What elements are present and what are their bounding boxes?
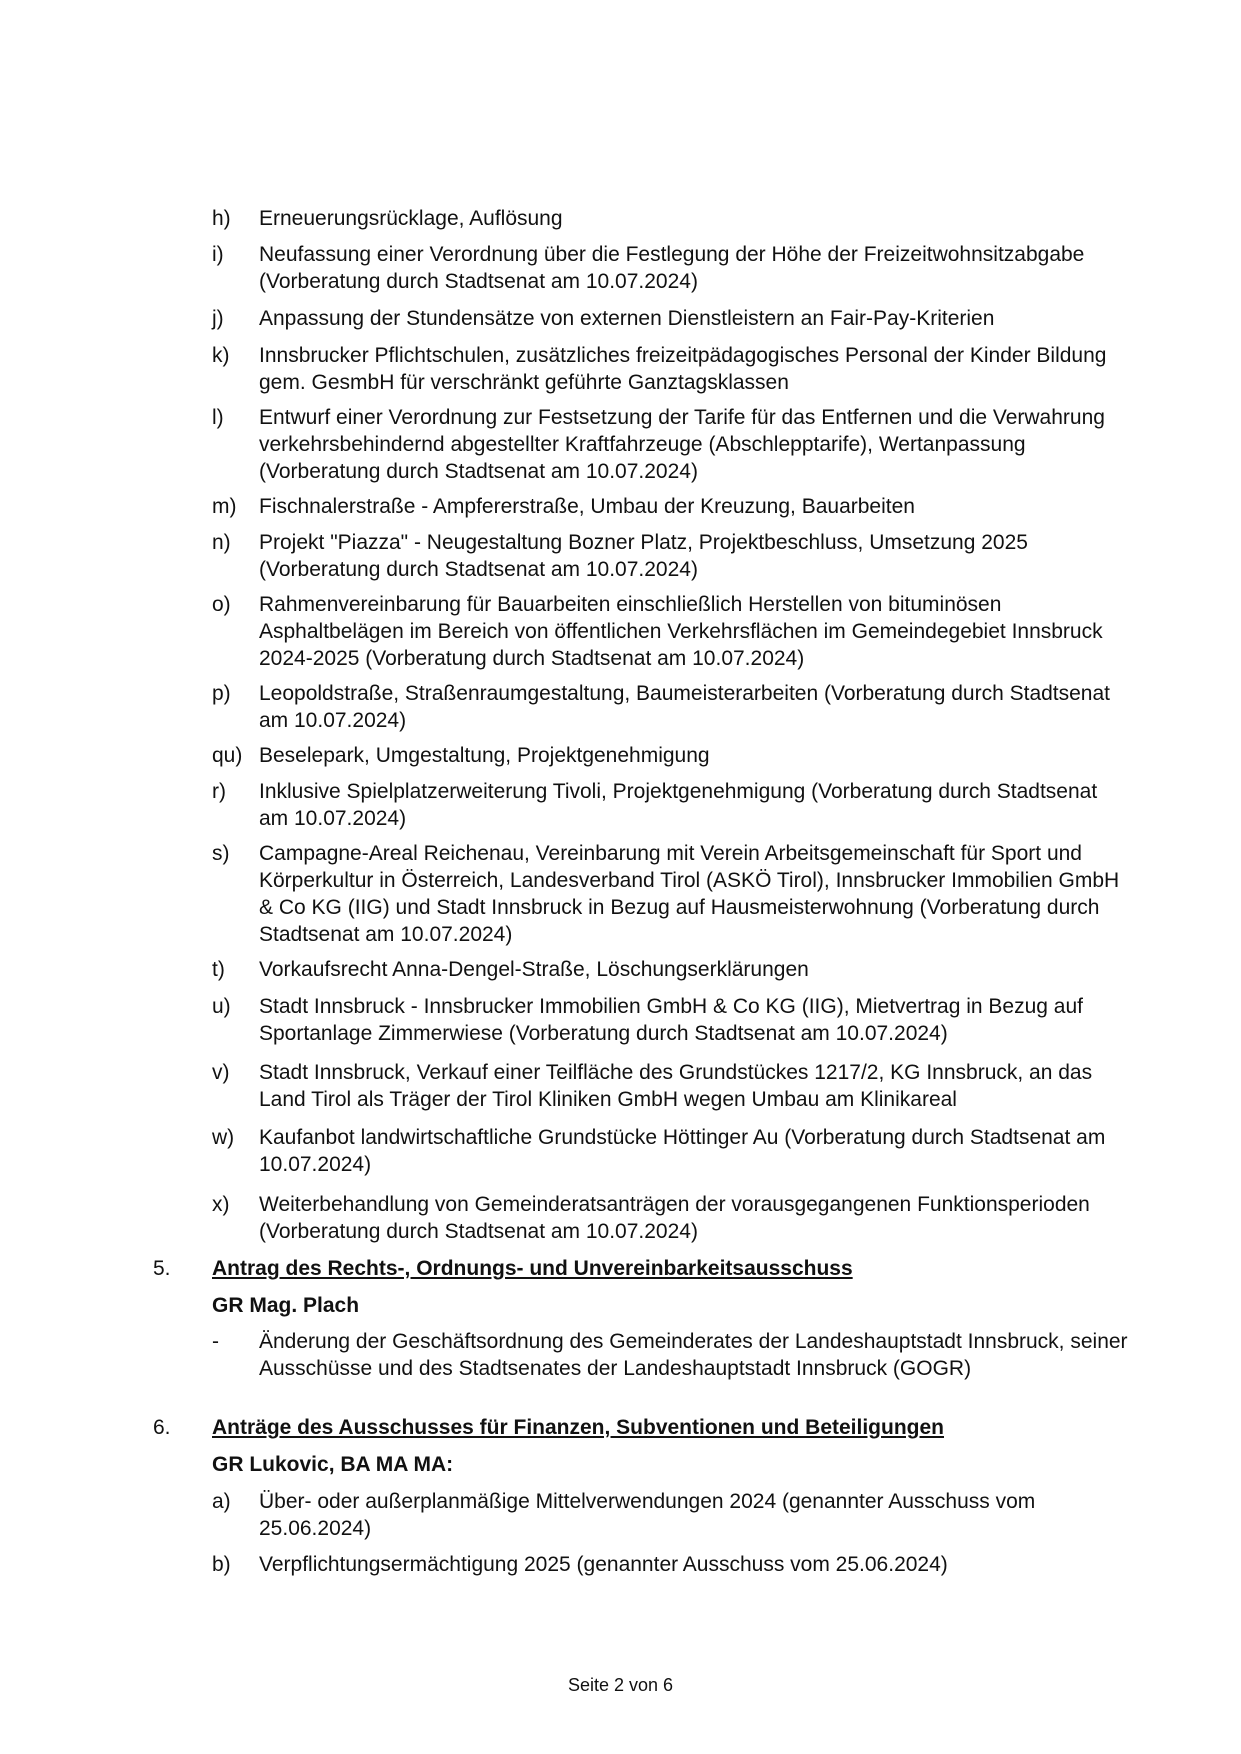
item-label: j) [212, 307, 224, 330]
item-label: h) [212, 207, 231, 230]
item-text: Über- oder außerplanmäßige Mittelverwendungen 2024 (genannter Ausschuss vom 25.06.2024) [259, 1490, 1036, 1540]
item-label: w) [212, 1126, 235, 1149]
list-item [212, 493, 1132, 520]
item-label: u) [212, 995, 231, 1018]
section-heading [153, 1414, 1153, 1441]
item-label: s) [212, 842, 230, 865]
item-text: Verpflichtungsermächtigung 2025 (genannter Ausschuss vom 25.06.2024) [259, 1553, 948, 1576]
list-item [212, 1059, 1132, 1113]
item-label: l) [212, 406, 224, 429]
item-text: Projekt "Piazza" - Neugestaltung Bozner Platz, Projektbeschluss, Umsetzung 2025 (Vorberatung durch Stadtsenat am 10.07.2024) [259, 531, 1028, 581]
item-label: i) [212, 243, 224, 266]
list-item [212, 241, 1132, 295]
item-text: Vorkaufsrecht Anna-Dengel-Straße, Löschungserklärungen [259, 958, 809, 981]
list-item [212, 778, 1132, 832]
list-item [212, 993, 1132, 1047]
list-item [212, 742, 1132, 769]
list-item [212, 1328, 1132, 1382]
list-item [212, 529, 1132, 583]
list-item [212, 1124, 1132, 1178]
section-title: Anträge des Ausschusses für Finanzen, Subventionen und Beteiligungen [212, 1416, 944, 1439]
item-text: Entwurf einer Verordnung zur Festsetzung der Tarife für das Entfernen und die Verwahrung verkehrsbehindernd abgestellter Kraftfahrzeuge (Abschlepptarife), Wertanpassung (Vorberatung durch Stadtsenat am 10.07.2024) [259, 406, 1105, 483]
item-label: v) [212, 1061, 230, 1084]
list-item [212, 1488, 1132, 1542]
item-label: qu) [212, 744, 243, 767]
item-text: Erneuerungsrücklage, Auflösung [259, 207, 563, 230]
item-label: x) [212, 1193, 230, 1216]
section-number: 6. [153, 1416, 171, 1439]
item-text: Leopoldstraße, Straßenraumgestaltung, Baumeisterarbeiten (Vorberatung durch Stadtsenat am 10.07.2024) [259, 682, 1111, 732]
item-label: m) [212, 495, 237, 518]
item-text: Beselepark, Umgestaltung, Projektgenehmigung [259, 744, 710, 767]
section-speaker: GR Mag. Plach [212, 1294, 360, 1317]
item-text: Weiterbehandlung von Gemeinderatsanträgen der vorausgegangenen Funktionsperioden (Vorberatung durch Stadtsenat am 10.07.2024) [259, 1193, 1090, 1243]
item-label: a) [212, 1490, 231, 1513]
list-item [212, 840, 1132, 948]
section-heading [153, 1255, 1153, 1282]
item-label: - [212, 1330, 219, 1353]
section-number: 5. [153, 1257, 171, 1280]
item-text: Änderung der Geschäftsordnung des Gemeinderates der Landeshauptstadt Innsbruck, seiner Ausschüsse und des Stadtsenates der Landeshauptstadt Innsbruck (GOGR) [259, 1330, 1128, 1380]
item-text: Neufassung einer Verordnung über die Festlegung der Höhe der Freizeitwohnsitzabgabe (Vorberatung durch Stadtsenat am 10.07.2024) [259, 243, 1085, 293]
item-text: Rahmenvereinbarung für Bauarbeiten einschließlich Herstellen von bituminösen Asphaltbelägen im Bereich von öffentlichen Verkehrsflächen im Gemeindegebiet Innsbruck 2024-2025 (Vorberatung durch Stadtsenat am 10.07.2024) [259, 593, 1103, 670]
list-item [212, 956, 1132, 983]
item-label: r) [212, 780, 226, 803]
list-item [212, 342, 1132, 396]
item-text: Fischnalerstraße - Ampfererstraße, Umbau der Kreuzung, Bauarbeiten [259, 495, 915, 518]
list-item [212, 305, 1132, 332]
item-text: Innsbrucker Pflichtschulen, zusätzliches freizeitpädagogisches Personal der Kinder Bildung gem. GesmbH für verschränkt geführte Ganztagsklassen [259, 344, 1107, 394]
item-text: Stadt Innsbruck, Verkauf einer Teilfläche des Grundstückes 1217/2, KG Innsbruck, an das Land Tirol als Träger der Tirol Kliniken GmbH wegen Umbau am Klinikareal [259, 1061, 1093, 1111]
item-text: Inklusive Spielplatzerweiterung Tivoli, Projektgenehmigung (Vorberatung durch Stadtsenat am 10.07.2024) [259, 780, 1098, 830]
item-label: p) [212, 682, 231, 705]
item-label: b) [212, 1553, 231, 1576]
page-number-footer: Seite 2 von 6 [567, 1675, 674, 1695]
item-text: Kaufanbot landwirtschaftliche Grundstücke Höttinger Au (Vorberatung durch Stadtsenat am 10.07.2024) [259, 1126, 1106, 1176]
list-item [212, 1191, 1132, 1245]
section-title: Antrag des Rechts-, Ordnungs- und Unvereinbarkeitsausschuss [212, 1257, 853, 1280]
item-text: Campagne-Areal Reichenau, Vereinbarung mit Verein Arbeitsgemeinschaft für Sport und Körperkultur in Österreich, Landesverband Tirol (ASKÖ Tirol), Innsbrucker Immobilien GmbH & Co KG (IIG) und Stadt Innsbruck in Bezug auf Hausmeisterwohnung (Vorberatung durch Stadtsenat am 10.07.2024) [259, 842, 1120, 946]
list-item [212, 404, 1132, 485]
list-item [212, 205, 1132, 232]
item-label: o) [212, 593, 231, 616]
list-item [212, 680, 1132, 734]
item-text: Stadt Innsbruck - Innsbrucker Immobilien GmbH & Co KG (IIG), Mietvertrag in Bezug auf Sportanlage Zimmerwiese (Vorberatung durch Stadtsenat am 10.07.2024) [259, 995, 1083, 1045]
item-label: t) [212, 958, 225, 981]
item-label: k) [212, 344, 230, 367]
section-speaker: GR Lukovic, BA MA MA: [212, 1453, 454, 1476]
list-item [212, 1551, 1132, 1578]
item-label: n) [212, 531, 231, 554]
item-text: Anpassung der Stundensätze von externen Dienstleistern an Fair-Pay-Kriterien [259, 307, 995, 330]
list-item [212, 591, 1132, 672]
